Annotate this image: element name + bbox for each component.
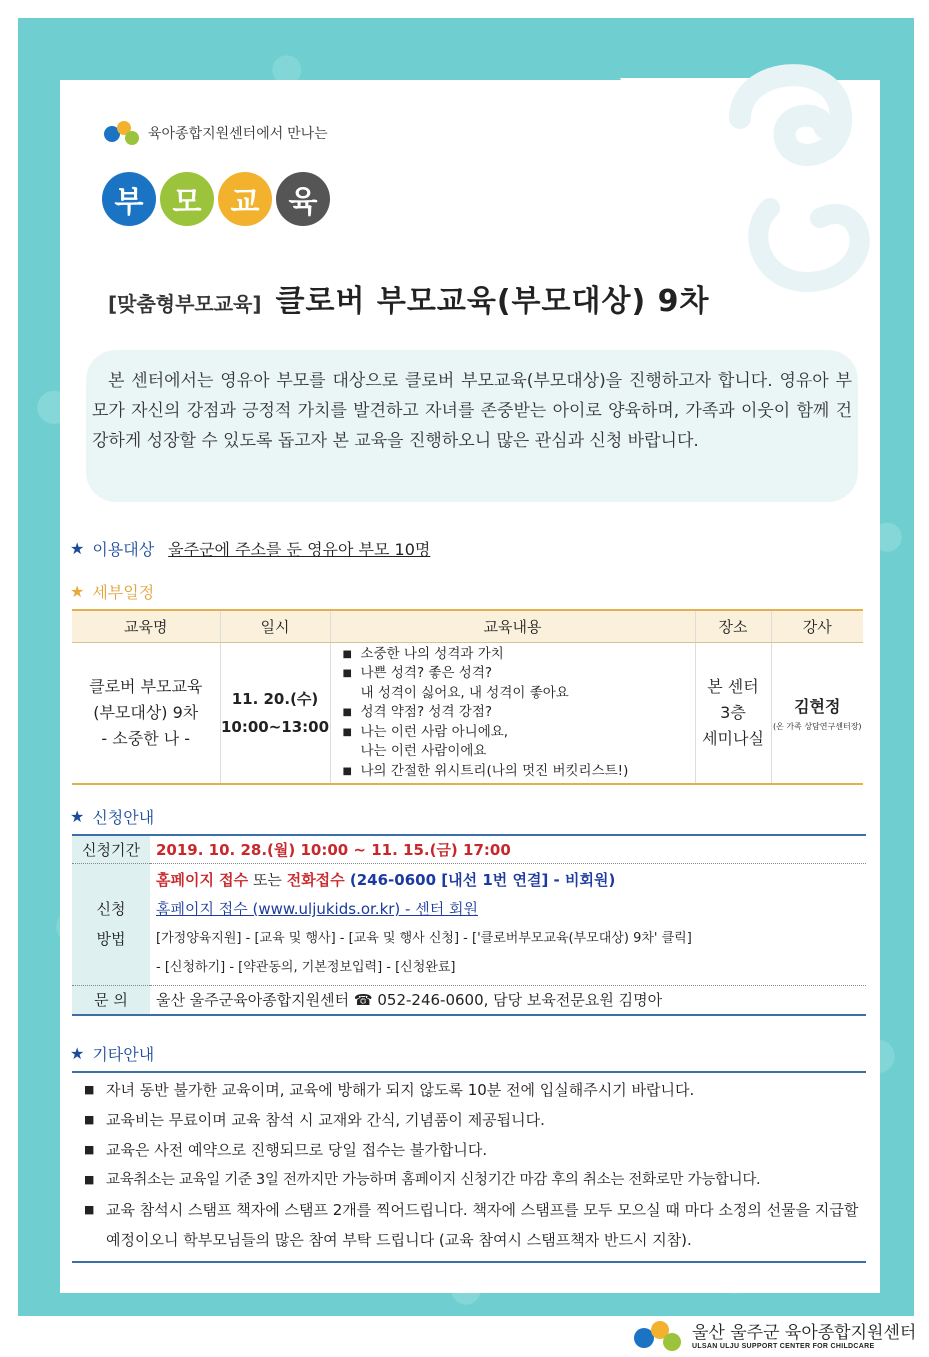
list-item: ■ 자녀 동반 불가한 교육이며, 교육에 방해가 되지 않도록 10분 전에 입실해주시기 바랍니다. [72, 1075, 866, 1105]
course-line: - 소중한 나 - [101, 728, 191, 748]
apply-section [70, 805, 154, 828]
content-text: 소중한 나의 성격과 가치 [360, 645, 504, 662]
content-text: 나의 간절한 위시트리(나의 멋진 버킷리스트!) [360, 762, 629, 779]
badge-char-3: 교 [218, 172, 272, 226]
parent-education-badges [102, 172, 330, 226]
target-value: 울주군에 주소를 둔 영유아 부모 10명 [168, 540, 431, 559]
badge-char-2: 모 [160, 172, 214, 226]
homepage-apply-text: 홈페이지 접수 [156, 871, 249, 889]
schedule-table [72, 609, 863, 785]
col-header: 교육명 [72, 610, 220, 642]
homepage-link[interactable]: 홈페이지 접수 (www.uljukids.or.kr) - 센터 회원 [156, 900, 478, 918]
etc-section [70, 1042, 154, 1065]
place-line: 본 센터 [707, 676, 759, 696]
content-text: 성격 약점? 성격 강점? [360, 704, 493, 720]
list-item [343, 723, 695, 762]
lecturer-name: 김현정 [794, 696, 841, 716]
phone-detail: (246-0600 [내선 1번 연결] - 비회원) [344, 871, 616, 889]
col-header: 강사 [771, 610, 863, 642]
method-label-line: 방법 [96, 930, 126, 948]
schedule-label: 세부일정 [92, 583, 155, 602]
list-item: ■ 교육 참석시 스탬프 책자에 스탬프 2개를 찍어드립니다. 책자에 스탬프를 모두 모으실 때 마다 소정의 선물을 지급할 예정이오니 학부모님들의 많은 참여 부탁 드립니다 (교육 참여시 스탬프책자 반드시 지참). [72, 1195, 866, 1255]
time-text: 10:00~13:00 [220, 717, 330, 736]
lecturer-cell [771, 642, 863, 784]
contents-cell [330, 642, 695, 784]
content-text: 나는 이런 사람이에요 [360, 743, 487, 759]
contents-list [331, 643, 695, 784]
content-text: 내 성격이 싫어요, 내 성격이 좋아요 [360, 684, 569, 701]
badge-char-1: 부 [102, 172, 156, 226]
place-cell [695, 642, 771, 784]
col-header: 일시 [220, 610, 330, 642]
or-text: 또는 [248, 871, 287, 889]
list-item: ■ 교육취소는 교육일 기준 3일 전까지만 가능하며 홈페이지 신청기간 마감 후의 취소는 전화로만 가능합니다. [72, 1165, 866, 1195]
datetime-cell [220, 642, 330, 784]
intro-box [86, 350, 858, 502]
clover-logo-icon [630, 1318, 686, 1354]
intro-text: 본 센터에서는 영유아 부모를 대상으로 클로버 부모교육(부모대상)을 진행하고자 합니다. 영유아 부모가 자신의 강점과 긍정적 가치를 발견하고 자녀를 존중받는 아이로 양육하며, 가족과 이웃이 함께 건강하게 성장할 수 있도록 돕고자 본 교육을 진행하오니 많은 관심과 신청 바랍니다. [92, 371, 852, 451]
col-header: 장소 [695, 610, 771, 642]
logo-subtitle: 육아종합지원센터에서 만나는 [148, 125, 328, 141]
phone-apply-text: 전화접수 [286, 871, 345, 889]
method-label-line: 신청 [96, 900, 126, 918]
apply-table [72, 834, 866, 1016]
target-label: 이용대상 [92, 540, 155, 559]
center-logo [102, 118, 328, 148]
list-item: ■ 교육비는 무료이며 교육 참석 시 교재와 간식, 기념품이 제공됩니다. [72, 1105, 866, 1135]
col-header: 교육내용 [330, 610, 695, 642]
list-item [343, 645, 695, 665]
star-icon: ★ [70, 1044, 85, 1063]
clover-logo-icon [102, 118, 142, 148]
footer-org-ko: 울산 울주군 육아종합지원센터 [692, 1322, 917, 1343]
content-text: ■ 나쁜 성격? 좋은 성격? [360, 665, 493, 681]
course-line: (부모대상) 9차 [93, 702, 199, 722]
method-steps-1: [가정양육지원] - [교육 및 행사] - [교육 및 행사 신청] - ['클로버부모교육(부모대상) 9차' 클릭] [156, 931, 692, 946]
apply-label: 신청안내 [92, 808, 155, 827]
page-title [108, 276, 808, 320]
star-icon: ★ [70, 582, 85, 601]
badge-char-4: 육 [276, 172, 330, 226]
method-steps-2: - [신청하기] - [약관동의, 기본정보입력] - [신청완료] [156, 960, 456, 975]
place-line: 3층 [720, 702, 746, 722]
course-name-cell [72, 642, 220, 784]
title-prefix: [맞춤형부모교육] [108, 292, 262, 316]
period-value: 2019. 10. 28.(월) 10:00 ~ 11. 15.(금) 17:00 [150, 835, 866, 863]
list-item [343, 664, 695, 703]
period-label: 신청기간 [72, 835, 150, 863]
list-item: ■ 교육은 사전 예약으로 진행되므로 당일 접수는 불가합니다. [72, 1135, 866, 1165]
place-line: 세미나실 [702, 728, 764, 748]
inquiry-label: 문 의 [72, 985, 150, 1015]
date-text: 11. 20.(수) [231, 689, 319, 708]
schedule-section [70, 580, 154, 603]
star-icon: ★ [70, 539, 85, 558]
method-line-2 [156, 895, 860, 924]
course-line: 클로버 부모교육 [89, 676, 203, 696]
content-text: ■ 나는 이런 사람 아니에요, [360, 723, 509, 740]
list-item [343, 762, 695, 782]
etc-list [72, 1071, 866, 1263]
target-section [70, 537, 430, 560]
footer-org-en: ULSAN ULJU SUPPORT CENTER FOR CHILDCARE [692, 1342, 875, 1350]
star-icon: ★ [70, 807, 85, 826]
method-value [150, 863, 866, 985]
lecturer-role: (온 가족 상담연구센터장) [772, 721, 862, 731]
method-line-1 [156, 866, 860, 895]
list-item [343, 703, 695, 723]
footer-logo [630, 1318, 916, 1354]
title-main: 클로버 부모교육(부모대상) 9차 [275, 284, 710, 319]
etc-label: 기타안내 [92, 1045, 155, 1064]
method-label [72, 863, 150, 985]
inquiry-value: 울산 울주군육아종합지원센터 ☎ 052-246-0600, 담당 보육전문요원 김명아 [150, 985, 866, 1015]
